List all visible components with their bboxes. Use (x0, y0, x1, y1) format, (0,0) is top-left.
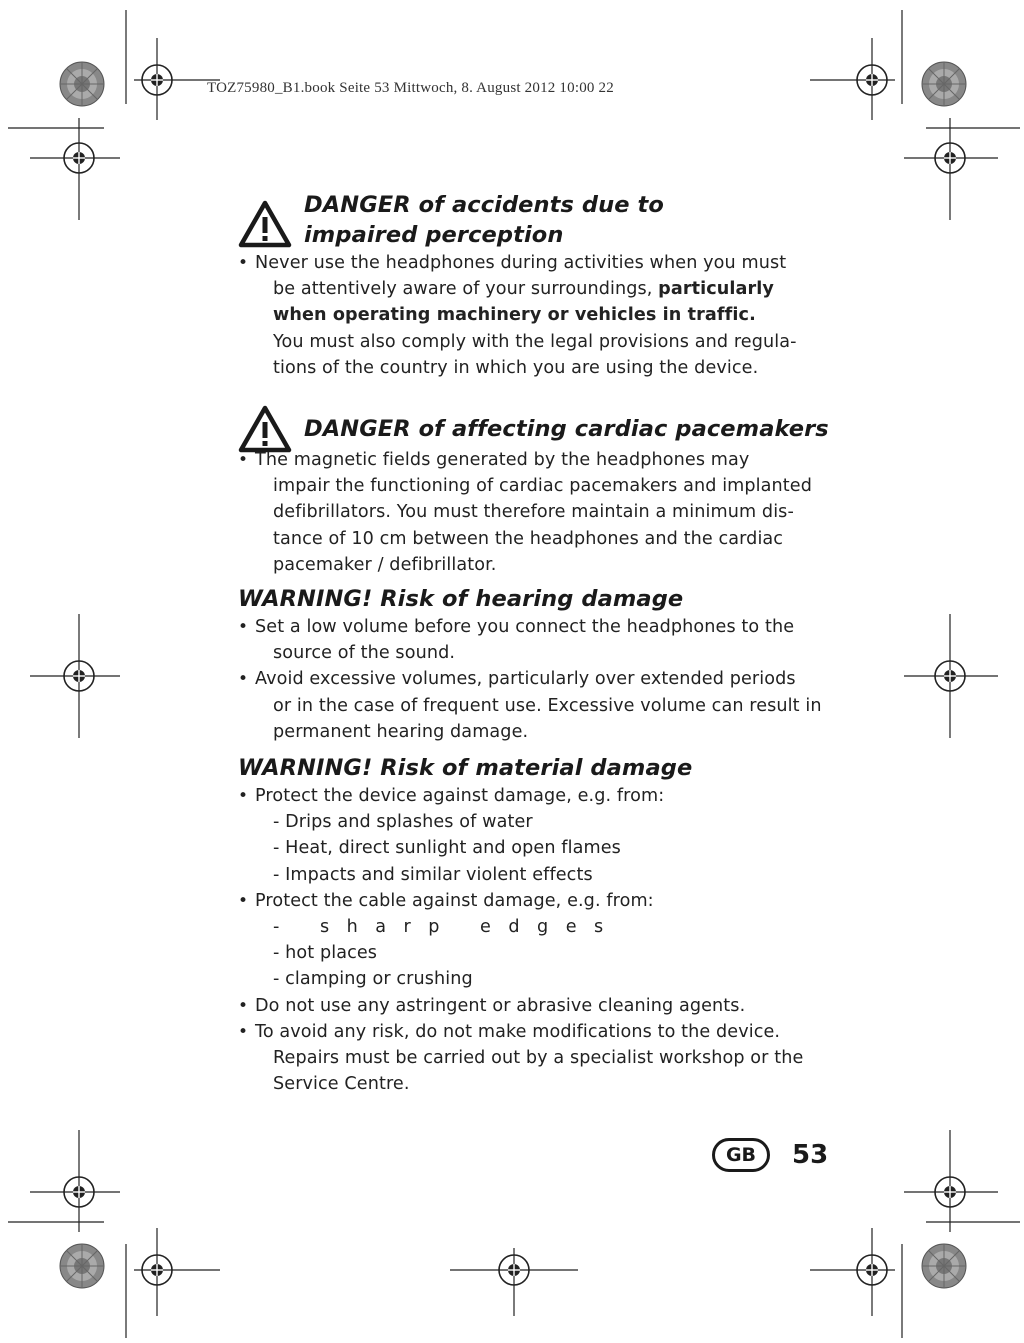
list-item (238, 993, 838, 1019)
color-wheel-icon (60, 1244, 104, 1288)
bullet-list (238, 250, 838, 381)
bullet-icon: • (238, 669, 249, 690)
sub-list-item: - hot places (273, 943, 378, 964)
bullet-icon: • (238, 786, 249, 807)
bullet-icon: • (238, 1021, 249, 1042)
list-item (238, 447, 838, 578)
registration-mark-icon (904, 1130, 998, 1232)
paragraph-line: defibrillators. You must therefore maintain a minimum dis- (273, 502, 794, 523)
paragraph-line: impair the functioning of cardiac pacemakers and implanted (273, 476, 812, 497)
list-item (238, 783, 838, 888)
color-wheel-icon (922, 62, 966, 106)
paragraph-line: Protect the device against damage, e.g. from: (255, 786, 665, 807)
paragraph-line: be attentively aware of your surroundings, (273, 279, 659, 300)
registration-mark-icon (30, 1130, 120, 1232)
paragraph-line: tions of the country in which you are using the device. (273, 357, 759, 378)
paragraph-line: Repairs must be carried out by a specialist workshop or the (273, 1048, 804, 1069)
list-item (238, 614, 838, 666)
paragraph-line: Set a low volume before you connect the headphones to the (255, 617, 795, 638)
bullet-icon: • (238, 890, 249, 911)
paragraph-line: Do not use any astringent or abrasive cleaning agents. (255, 995, 746, 1016)
section-title: WARNING! Risk of material damage (238, 755, 693, 782)
page-number: 53 (792, 1140, 829, 1170)
danger-heading-accidents (238, 190, 838, 250)
list-item (238, 1019, 838, 1098)
danger-heading-pacemakers (238, 411, 838, 447)
sub-list (273, 914, 838, 993)
warning-triangle-icon (238, 405, 292, 453)
bullet-icon: • (238, 995, 249, 1016)
bullet-list (238, 783, 838, 1097)
color-wheel-icon (922, 1244, 966, 1288)
section-title: DANGER of affecting cardiac pacemakers (304, 416, 829, 443)
paragraph-line: Service Centre. (273, 1074, 410, 1095)
page-footer (712, 1138, 828, 1172)
registration-mark-icon (30, 614, 120, 738)
country-badge: GB (712, 1138, 770, 1172)
registration-mark-icon (450, 1248, 578, 1316)
paragraph-line: or in the case of frequent use. Excessive volume can result in (273, 695, 822, 716)
paragraph-line: Avoid excessive volumes, particularly over extended periods (255, 669, 796, 690)
section-title: WARNING! Risk of hearing damage (238, 586, 684, 613)
printer-info-line: TOZ75980_B1.book Seite 53 Mittwoch, 8. August 2012 10:00 22 (207, 80, 614, 96)
paragraph-line: The magnetic fields generated by the headphones may (255, 450, 750, 471)
paragraph-line: Never use the headphones during activities when you must (255, 253, 787, 273)
registration-mark-icon (810, 38, 895, 120)
paragraph-line: To avoid any risk, do not make modifications to the device. (255, 1021, 781, 1042)
registration-mark-icon (904, 118, 998, 220)
registration-mark-icon (134, 1228, 220, 1316)
bullet-icon: • (238, 617, 249, 638)
registration-mark-icon (30, 118, 120, 220)
sub-list-item: - Drips and splashes of water (273, 812, 533, 833)
registration-mark-icon (904, 614, 998, 738)
list-item (238, 666, 838, 745)
bullet-icon: • (238, 450, 249, 471)
section-title: DANGER of accidents due to (304, 192, 664, 218)
paragraph-line: tance of 10 cm between the headphones and the cardiac (273, 528, 784, 549)
sub-list-item: - clamping or crushing (273, 969, 473, 990)
paragraph-line: pacemaker / defibrillator. (273, 554, 497, 575)
paragraph-line: source of the sound. (273, 643, 456, 664)
warning-triangle-icon (238, 200, 292, 248)
emphasis-text: when operating machinery or vehicles in traffic. (273, 305, 756, 326)
section-title: impaired perception (304, 222, 564, 248)
sub-list (273, 809, 838, 888)
sub-list-item: - Heat, direct sunlight and open flames (273, 838, 621, 859)
sub-list-item: - sharp edges (273, 917, 621, 938)
bullet-icon: • (238, 253, 249, 273)
bullet-list (238, 447, 838, 578)
paragraph-line: You must also comply with the legal provisions and regula- (273, 331, 797, 352)
color-wheel-icon (60, 62, 104, 106)
paragraph-line: Protect the cable against damage, e.g. from: (255, 890, 654, 911)
main-content (238, 190, 838, 1097)
emphasis-text: particularly (658, 279, 774, 300)
registration-mark-icon (810, 1228, 895, 1316)
list-item (238, 888, 838, 993)
paragraph-line: permanent hearing damage. (273, 721, 529, 742)
bullet-list (238, 614, 838, 745)
list-item (238, 250, 838, 381)
registration-mark-icon (134, 38, 220, 120)
sub-list-item: - Impacts and similar violent effects (273, 864, 593, 885)
